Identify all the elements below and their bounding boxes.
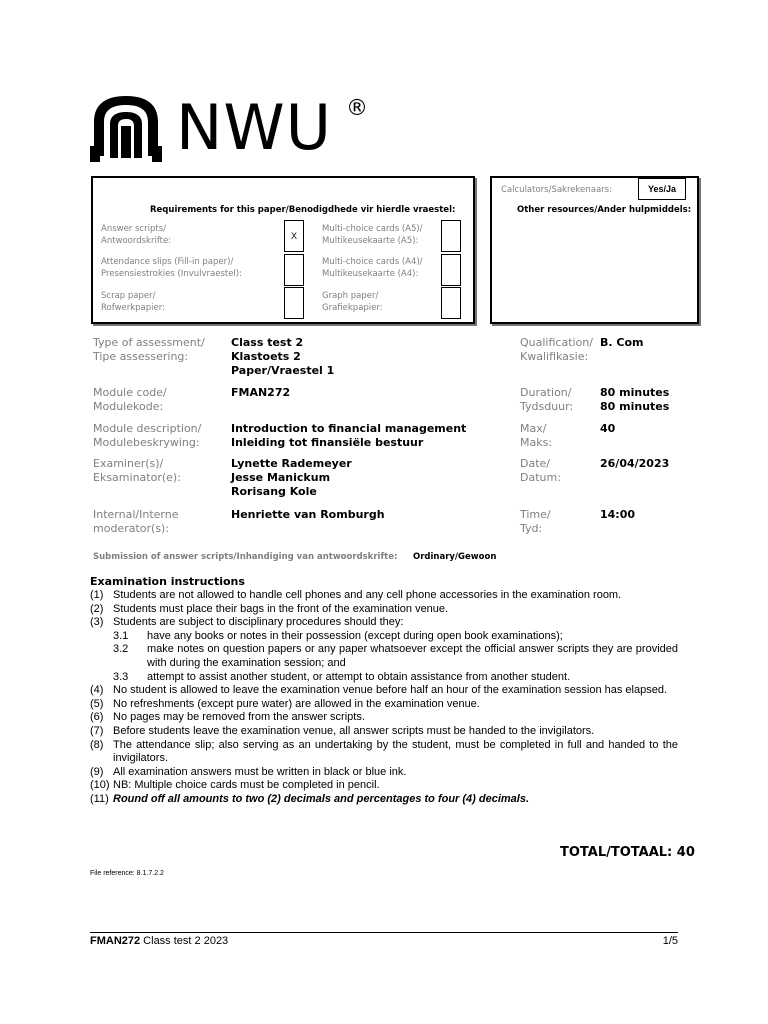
moderator-label: Internal/Interne moderator(s): <box>93 508 179 535</box>
file-reference: File reference: 8.1.7.2.2 <box>90 870 164 877</box>
mc-a4-checkbox[interactable] <box>441 254 461 286</box>
instruction-item: (8) The attendance slip; also serving as an undertaking by the student, must be completed in full and handed to the invigilators. <box>90 738 678 765</box>
module-description-label: Module description/ Modulebeskrywing: <box>93 422 202 449</box>
module-description-value: Introduction to financial management Inleiding tot finansiële bestuur <box>231 422 467 449</box>
instructions-list <box>90 589 678 807</box>
instructions-title: Examination instructions <box>90 575 245 588</box>
instruction-item: (10) NB: Multiple choice cards must be completed in pencil. <box>90 779 380 792</box>
duration-value: 80 minutes 80 minutes <box>600 386 670 413</box>
max-value: 40 <box>600 422 616 435</box>
logo-wordmark: NWU <box>176 91 333 164</box>
mc-a5-checkbox[interactable] <box>441 220 461 252</box>
req-mc-a4-label: Multi-choice cards (A4)/ Multikeusekaarte (A4): <box>322 257 423 279</box>
answer-scripts-checkbox[interactable]: X <box>284 220 304 252</box>
req-mc-a5-label: Multi-choice cards (A5)/ Multikeusekaarte (A5): <box>322 224 423 246</box>
footer-module-code: FMAN272 <box>90 935 141 947</box>
instruction-item: (7) Before students leave the examination venue, all answer scripts must be handed to the invigilators. <box>90 724 595 737</box>
instruction-item: (6) No pages may be removed from the answer scripts. <box>90 711 365 724</box>
graph-paper-checkbox[interactable] <box>441 287 461 319</box>
instruction-subitem: 3.2 make notes on question papers or any paper whatsoever except the official answer scripts they are provided with during the examination session; and <box>113 643 678 669</box>
footer-title <box>90 935 228 947</box>
req-answer-scripts-label: Answer scripts/ Antwoordskrifte: <box>101 224 172 246</box>
instruction-item: (9) All examination answers must be written in black or blue ink. <box>90 765 407 778</box>
footer-test-name: Class test 2 2023 <box>140 935 229 947</box>
req-scrap-paper-label: Scrap paper/ Rofwerkpapier: <box>101 291 165 313</box>
type-of-assessment-value: Class test 2 Klastoets 2 Paper/Vraestel 1 <box>231 336 335 377</box>
moderator-value: Henriette van Romburgh <box>231 508 385 521</box>
page-number: 1/5 <box>662 935 678 947</box>
req-attendance-slips-label: Attendance slips (Fill-in paper)/ Presensiestrokies (Invulvraestel): <box>101 257 242 279</box>
instruction-item: (4) No student is allowed to leave the examination venue before half an hour of the examination session has elapsed. <box>90 684 668 697</box>
scrap-paper-checkbox[interactable] <box>284 287 304 319</box>
footer-divider <box>90 932 678 933</box>
max-label: Max/ Maks: <box>520 422 553 449</box>
submission-label: Submission of answer scripts/Inhandiging van antwoordskrifte: <box>93 552 398 562</box>
instruction-subitem: 3.1 have any books or notes in their possession (except during open book examinations); <box>113 629 563 642</box>
qualification-label: Qualification/ Kwalifikasie: <box>520 336 593 363</box>
requirements-title: Requirements for this paper/Benodigdhede vir hierdle vraestel: <box>150 205 456 215</box>
calculators-label: Calculators/Sakrekenaars: <box>501 185 612 195</box>
req-graph-paper-label: Graph paper/ Grafiekpapier: <box>322 291 383 313</box>
nwu-logo-icon <box>90 92 162 164</box>
attendance-slips-checkbox[interactable] <box>284 254 304 286</box>
other-resources-label: Other resources/Ander hulpmiddels: <box>517 205 692 215</box>
instruction-item: (2) Students must place their bags in the front of the examination venue. <box>90 602 449 615</box>
date-label: Date/ Datum: <box>520 457 561 484</box>
instruction-item: (3) Students are subject to disciplinary procedures should they: <box>90 616 404 629</box>
instruction-item: (5) No refreshments (except pure water) are allowed in the examination venue. <box>90 697 480 710</box>
time-label: Time/ Tyd: <box>520 508 551 535</box>
examiners-value: Lynette Rademeyer Jesse Manickum Rorisang Kole <box>231 457 352 498</box>
date-value: 26/04/2023 <box>600 457 670 470</box>
duration-label: Duration/ Tydsduur: <box>520 386 574 413</box>
qualification-value: B. Com <box>600 336 644 349</box>
examiners-label: Examiner(s)/ Eksaminator(e): <box>93 457 181 484</box>
registered-mark: ® <box>346 96 368 121</box>
type-of-assessment-label: Type of assessment/ Tipe assessering: <box>93 336 205 363</box>
instruction-item: (1) Students are not allowed to handle cell phones and any cell phone accessories in the examination room. <box>90 589 622 601</box>
instruction-subitem: 3.3 attempt to assist another student, or attempt to obtain assistance from another student. <box>113 670 571 683</box>
instruction-item: (11) Round off all amounts to two (2) decimals and percentages to four (4) decimals. <box>90 792 530 805</box>
time-value: 14:00 <box>600 508 636 521</box>
module-code-label: Module code/ Modulekode: <box>93 386 167 413</box>
module-code-value: FMAN272 <box>231 386 291 399</box>
calculators-value: Yes/Ja <box>638 178 686 200</box>
total-marks: TOTAL/TOTAAL: 40 <box>560 845 695 860</box>
submission-value: Ordinary/Gewoon <box>413 552 497 562</box>
